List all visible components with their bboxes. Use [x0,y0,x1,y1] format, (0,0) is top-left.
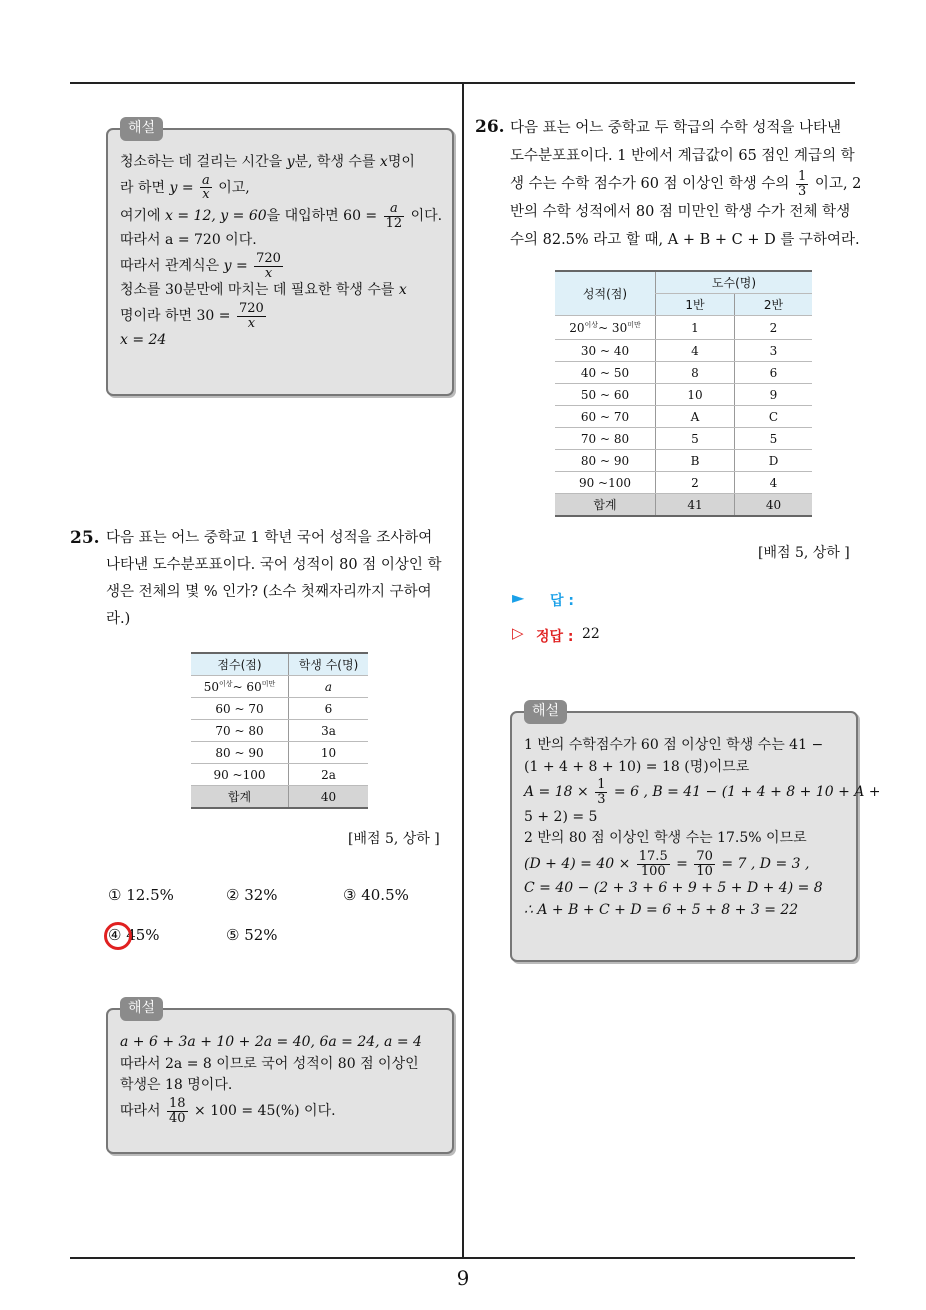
answer-arrow-icon: ► [512,588,525,607]
row-class1: 2 [656,472,735,494]
q25-line: 라.) [106,611,131,627]
total-label: 합계 [555,494,656,517]
total-class1: 41 [656,494,735,517]
column-divider [462,84,464,1258]
row-class1: 8 [656,362,735,384]
solution-tag: 해설 [120,997,163,1021]
sol26-line6: (D + 4) = 40 × $\frac{17.5}{100}$ = $\frac{70}{10}$ = 7 , D = 3 , [524,849,810,879]
row-value: 3a [289,720,369,742]
sol25-line3: 학생은 18 명이다. [120,1077,233,1094]
q26-line1: 다음 표는 어느 중학교 두 학급의 수학 성적을 나타낸 [510,120,842,136]
sol24-line8: x = 24 [120,332,167,349]
row-class2: 5 [735,428,813,450]
row-range: 70 ~ 80 [191,720,289,742]
sol24-line5: 따라서 관계식은 y = $\frac{720}{x}$ [120,250,281,281]
header-frequency: 도수(명) [656,271,813,294]
row-range: $20^{이상}\sim$ $30^{미만}$ [555,316,656,340]
q25-line: 나타낸 도수분포표이다. 국어 성적이 80 점 이상인 학 [106,557,442,573]
sol26-line7: C = 40 − (2 + 3 + 6 + 9 + 5 + D + 4) = 8 [524,880,823,897]
answer-label: 답 : [550,593,574,609]
sol26-line1: 1 반의 수학점수가 60 점 이상인 학생 수는 41 − [524,737,824,753]
fraction: $\frac{70}{10}$ [696,849,713,879]
row-value: 2a [289,764,369,786]
row-range: 40 ~ 50 [555,362,656,384]
solution-box-25 [106,1000,454,1154]
sol24-line3: 여기에 x = 12, y = 60을 대입하면 60 = $\frac{a}{12}$ 이다. [120,200,443,231]
row-value: 6 [289,698,369,720]
choice-3[interactable]: ③ 40.5% [343,886,409,904]
row-class2: 6 [735,362,813,384]
solution-box-24 [106,120,454,396]
total-class2: 40 [735,494,813,517]
page-number: 9 [456,1266,470,1290]
row-class1: 10 [656,384,735,406]
row-class2: 9 [735,384,813,406]
q25-frequency-table [191,652,368,809]
bottom-rule [70,1257,855,1259]
q25-score-note: [배점 5, 상하 ] [348,831,440,847]
q26-line3: 생 수는 수학 점수가 60 점 이상인 학생 수의 $\frac{1}{3}$ 이고, 2 [510,169,862,199]
sol26-line5: 2 반의 80 점 이상인 학생 수는 17.5% 이므로 [524,830,807,847]
row-class1: 5 [656,428,735,450]
correct-answer-label: 정답 : [536,629,574,645]
row-range: $50^{이상}\sim$ $60^{미만}$ [191,676,289,698]
row-class2: 3 [735,340,813,362]
header-score: 성적(점) [555,271,656,316]
sol25-line1: a + 6 + 3a + 10 + 2a = 40, 6a = 24, a = 4 [120,1034,422,1050]
choice-5[interactable]: ⑤ 52% [226,926,278,944]
q26-line4: 반의 수학 성적에서 80 점 미만인 학생 수가 전체 학생 [510,204,851,221]
solution-box-26 [510,703,881,962]
choice-1[interactable]: ① 12.5% [108,886,174,904]
question-26-text [510,114,860,254]
row-range: 80 ~ 90 [191,742,289,764]
q25-line: 다음 표는 어느 중학교 1 학년 국어 성적을 조사하여 [106,530,433,546]
total-value: 40 [289,786,369,809]
fraction: $\frac{720}{x}$ [256,250,281,281]
row-range: 90 ~100 [191,764,289,786]
row-range: 60 ~ 70 [555,406,656,428]
q26-score-note: [배점 5, 상하 ] [758,545,850,561]
selected-answer-circle [104,922,132,950]
solution-tag: 해설 [524,700,567,724]
row-value: a [289,676,369,698]
row-range: 60 ~ 70 [191,698,289,720]
row-class2: 2 [735,316,813,340]
fraction: $\frac{1}{3}$ [798,169,807,199]
fraction: $\frac{a}{x}$ [202,172,210,203]
row-class1: A [656,406,735,428]
row-class1: 4 [656,340,735,362]
row-range: 30 ~ 40 [555,340,656,362]
row-value: 10 [289,742,369,764]
row-class2: D [735,450,813,472]
q26-frequency-table [555,270,812,517]
sol26-line2: (1 + 4 + 8 + 10) = 18 (명)이므로 [524,758,750,775]
header-class1: 1반 [656,294,735,316]
sol25-line2: 따라서 2a = 8 이므로 국어 성적이 80 점 이상인 [120,1055,419,1072]
fraction: $\frac{720}{x}$ [238,300,264,331]
correct-triangle-icon: ▷ [512,624,524,642]
sol26-line3: A = 18 × $\frac{1}{3}$ = 6 , B = 41 − (1 + 4 + 8 + 10 + A + [524,777,881,808]
header-class2: 2반 [735,294,813,316]
sol24-line1: 청소하는 데 걸리는 시간을 y분, 학생 수를 x명이 [120,154,415,170]
q26-line5: 수의 82.5% 라고 할 때, A + B + C + D 를 구하여라. [510,232,860,249]
sol26-line8: ∴ A + B + C + D = 6 + 5 + 8 + 3 = 22 [524,902,799,918]
question-25-number: 25. [70,528,100,548]
fraction: $\frac{18}{40}$ [169,1096,186,1126]
sol25-line4: 따라서 $\frac{18}{40}$ × 100 = 45(%) 이다. [120,1096,336,1126]
q26-line2: 도수분포표이다. 1 반에서 계급값이 65 점인 계급의 학 [510,148,855,164]
row-class1: B [656,450,735,472]
choice-2[interactable]: ② 32% [226,886,278,904]
choice-4[interactable]: ④ 45% [108,926,160,944]
sol24-line6: 청소를 30분만에 마치는 데 필요한 학생 수를 x [120,282,407,299]
row-range: 50 ~ 60 [555,384,656,406]
fraction: $\frac{1}{3}$ [597,777,606,808]
row-class2: C [735,406,813,428]
fraction: $\frac{17.5}{100}$ [638,849,668,879]
question-25-text [106,525,456,633]
header-students: 학생 수(명) [289,653,369,676]
row-class2: 4 [735,472,813,494]
row-range: 70 ~ 80 [555,428,656,450]
row-range: 80 ~ 90 [555,450,656,472]
sol26-line4: 5 + 2) = 5 [524,808,598,825]
solution-tag: 해설 [120,117,163,141]
question-26-number: 26. [475,117,505,137]
sol24-line2: 라 하면 y = $\frac{a}{x}$ 이고, [120,172,250,203]
sol24-line7: 명이라 하면 30 = $\frac{720}{x}$ [120,300,264,331]
total-label: 합계 [191,786,289,809]
row-range: 90 ~100 [555,472,656,494]
fraction: $\frac{a}{12}$ [385,200,403,231]
header-score: 점수(점) [191,653,289,676]
row-class1: 1 [656,316,735,340]
sol24-line4: 따라서 a = 720 이다. [120,232,257,249]
correct-answer-value: 22 [582,626,600,642]
q25-line: 생은 전체의 몇 % 인가? (소수 첫째자리까지 구하여 [106,584,432,600]
